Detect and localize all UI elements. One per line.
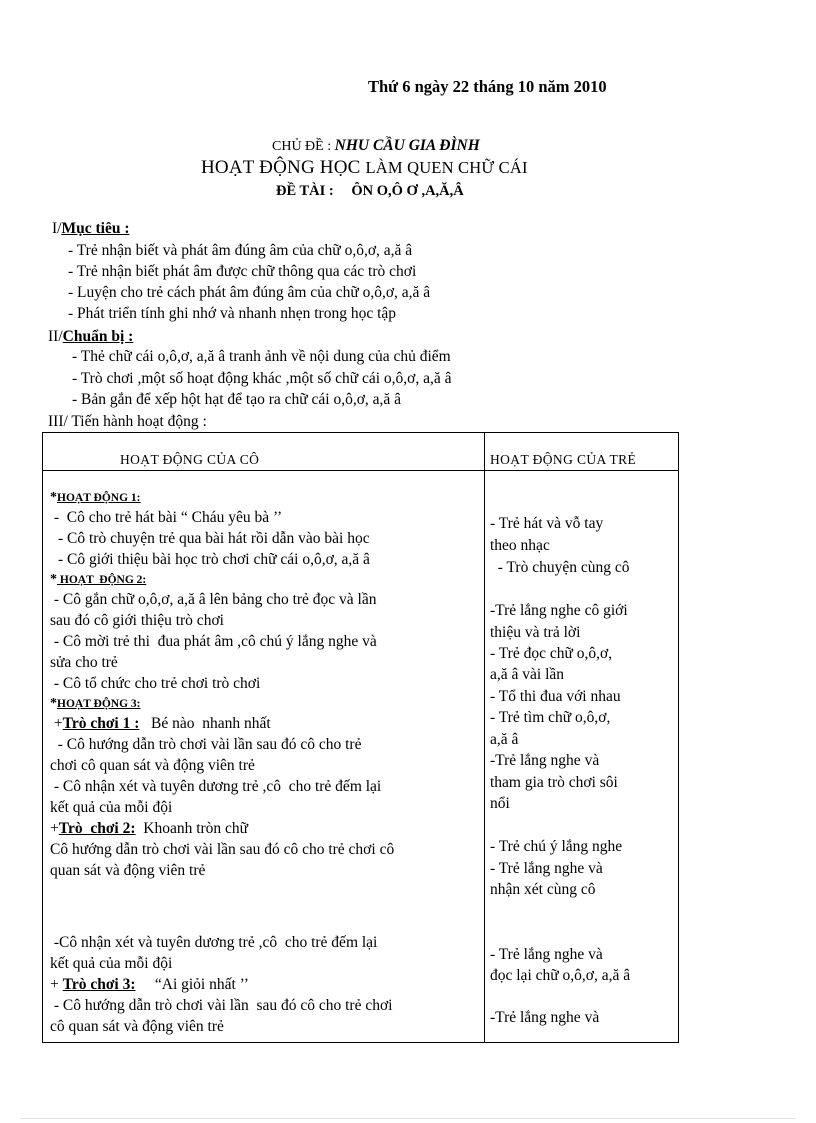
activity-heading — [50, 570, 394, 589]
teacher-line: chơi cô quan sát và động viên trẻ — [50, 757, 255, 774]
child-response: - Trẻ lắng nghe và — [490, 946, 603, 963]
teacher-line: - Cô cho trẻ hát bài “ Cháu yêu bà ’’ — [50, 509, 283, 526]
child-response: đọc lại chữ o,ô,ơ, a,ă â — [490, 967, 631, 984]
child-response: -Trẻ lắng nghe và — [490, 752, 600, 769]
heading-label: HOẠT ĐỘNG 3: — [57, 698, 141, 710]
heading-marker: * — [50, 572, 57, 587]
heading-marker: * — [50, 696, 57, 711]
child-response: - Trẻ lắng nghe và — [490, 860, 603, 877]
activity-table — [42, 432, 679, 1043]
game-title — [50, 974, 394, 995]
game-prefix: + — [50, 820, 59, 837]
child-response: - Trò chuyện cùng cô — [490, 559, 630, 576]
objective-item: - Trẻ nhận biết và phát âm đúng âm của chữ o,ô,ơ, a,ă â — [68, 242, 413, 259]
teacher-line: - Cô trò chuyện trẻ qua bài hát rồi dẫn vào bài học — [58, 530, 370, 547]
teacher-line: - Cô mời trẻ thi đua phát âm ,cô chú ý lắng nghe và — [50, 633, 377, 650]
game-label: Trò chơi 2: — [58, 820, 136, 837]
activity-line — [201, 157, 528, 179]
section-prefix: I/ — [52, 220, 62, 237]
teacher-line: kết quả của mỗi đội — [50, 955, 173, 972]
teacher-line: -Cô nhận xét và tuyên dương trẻ ,cô cho trẻ đếm lại — [50, 934, 378, 951]
spacer — [50, 881, 394, 932]
topic-value: NHU CẦU GIA ĐÌNH — [334, 137, 480, 154]
section-prefix: II/ — [48, 328, 63, 345]
subject-label: ĐỀ TÀI : — [276, 183, 334, 199]
activity-value: LÀM QUEN CHỮ CÁI — [365, 158, 528, 177]
game-prefix: + — [50, 715, 63, 732]
child-response: -Trẻ lắng nghe cô giới — [490, 602, 628, 619]
teacher-line: - Cô gắn chữ o,ô,ơ, a,ă â lên bảng cho trẻ đọc và lần — [50, 591, 377, 608]
child-response: a,ă â — [490, 731, 519, 748]
teacher-line: quan sát và động viên trẻ — [50, 862, 206, 879]
document-date: Thứ 6 ngày 22 tháng 10 năm 2010 — [368, 77, 607, 96]
teacher-line: Cô hướng dẫn trò chơi vài lần sau đó cô cho trẻ chơi cô — [50, 841, 395, 858]
objective-item: - Luyện cho trẻ cách phát âm đúng âm của chữ o,ô,ơ, a,ă â — [68, 284, 431, 301]
game-label: Trò chơi 3: — [62, 976, 136, 993]
teacher-line: - Cô hướng dẫn trò chơi vài lần sau đó cô cho trẻ — [50, 736, 362, 753]
header-child-activity: HOẠT ĐỘNG CỦA TRẺ — [490, 452, 637, 467]
teacher-line: - Cô hướng dẫn trò chơi vài lần sau đó cô cho trẻ chơi — [50, 997, 393, 1014]
section-procedure-heading: III/ Tiến hành hoạt động : — [48, 413, 207, 430]
game-title — [50, 818, 394, 839]
section-objectives-heading — [52, 220, 129, 238]
preparation-item: - Bản gắn để xếp hột hạt để tạo ra chữ cái o,ô,ơ, a,ă â — [72, 391, 402, 408]
teacher-line: kết quả của mỗi đội — [50, 799, 173, 816]
teacher-line: sửa cho trẻ — [50, 654, 118, 671]
game-name: Bé nào nhanh nhất — [139, 715, 271, 732]
topic-label: CHỦ ĐỀ : — [272, 139, 332, 154]
preparation-item: - Thẻ chữ cái o,ô,ơ, a,ă â tranh ảnh về nội dung của chủ điểm — [72, 348, 451, 365]
activity-heading — [50, 488, 394, 507]
heading-label: HOẠT ĐỘNG 1: — [57, 492, 141, 504]
child-response: -Trẻ lắng nghe và — [490, 1009, 600, 1026]
child-response: - Trẻ chú ý lắng nghe — [490, 838, 623, 855]
teacher-activity-column — [50, 488, 394, 1037]
teacher-line: - Cô tổ chức cho trẻ chơi trò chơi — [50, 675, 261, 692]
game-label: Trò chơi 1 : — [62, 715, 140, 732]
page-bottom-edge — [20, 1118, 796, 1119]
child-response: - Tổ thi đua với nhau — [490, 688, 621, 705]
child-response: - Trẻ hát và vỗ tay — [490, 515, 604, 532]
teacher-line: sau đó cô giới thiệu trò chơi — [50, 612, 224, 629]
activity-label: HOẠT ĐỘNG HỌC — [201, 157, 361, 178]
topic-line — [272, 137, 480, 155]
child-response: a,ă â vài lần — [490, 666, 565, 683]
section-preparation-heading — [48, 328, 133, 346]
section-title: Chuẩn bị : — [62, 328, 134, 345]
subject-line — [276, 183, 464, 200]
subject-value: ÔN O,Ô Ơ ,A,Ă,Â — [351, 183, 464, 199]
section-title: Mục tiêu : — [61, 220, 130, 237]
objective-item: - Phát triển tính ghi nhớ và nhanh nhẹn trong học tập — [68, 305, 397, 322]
table-header-divider — [43, 470, 678, 471]
heading-label: HOẠT ĐỘNG 2: — [57, 574, 147, 586]
child-response: - Trẻ đọc chữ o,ô,ơ, — [490, 645, 613, 662]
child-response: thiệu và trả lời — [490, 624, 581, 641]
heading-marker: * — [50, 490, 57, 505]
table-column-divider — [484, 433, 485, 1042]
child-response: - Trẻ tìm chữ o,ô,ơ, — [490, 709, 611, 726]
child-response: nổi — [490, 795, 510, 812]
preparation-item: - Trò chơi ,một số hoạt động khác ,một số chữ cái o,ô,ơ, a,ă â — [72, 370, 452, 387]
game-prefix: + — [50, 976, 63, 993]
child-response: theo nhạc — [490, 537, 550, 554]
game-name: “Ai giỏi nhất ’’ — [135, 976, 249, 993]
game-name: Khoanh tròn chữ — [135, 820, 249, 837]
objective-item: - Trẻ nhận biết phát âm được chữ thông qua các trò chơi — [68, 263, 417, 280]
teacher-line: - Cô giới thiệu bài học trò chơi chữ cái o,ô,ơ, a,ă â — [58, 551, 370, 568]
teacher-line: - Cô nhận xét và tuyên dương trẻ ,cô cho trẻ đếm lại — [50, 778, 382, 795]
child-response: tham gia trò chơi sôi — [490, 774, 618, 791]
header-teacher-activity: HOẠT ĐỘNG CỦA CÔ — [120, 452, 260, 467]
child-response: nhận xét cùng cô — [490, 881, 596, 898]
activity-heading — [50, 694, 394, 713]
teacher-line: cô quan sát và động viên trẻ — [50, 1018, 224, 1035]
game-title — [50, 713, 394, 734]
